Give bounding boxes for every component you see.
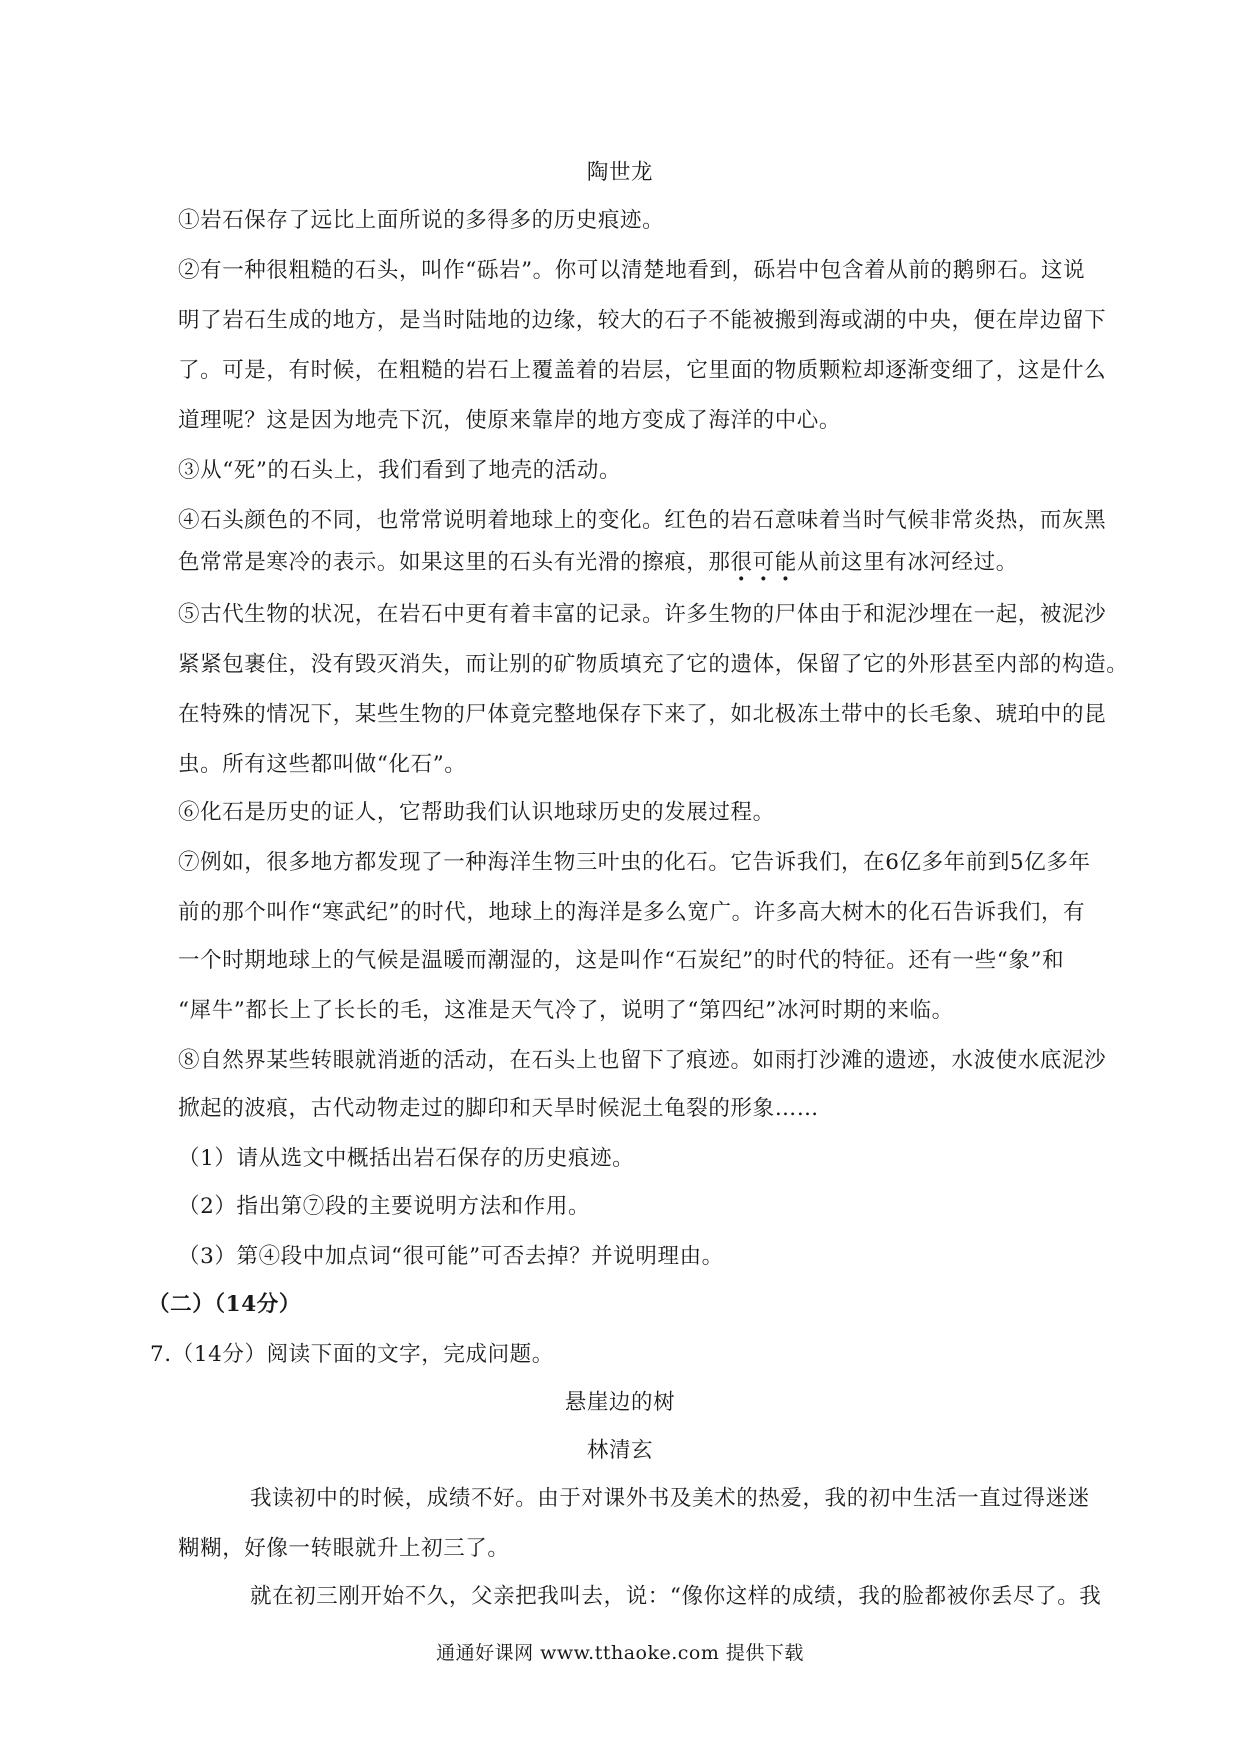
paragraph-5-line-4: 虫。所有这些都叫做“化石”。 [178, 752, 467, 777]
paragraph-4-line-2 [178, 548, 1098, 578]
author-name: 陶世龙 [586, 160, 654, 185]
paragraph-5-line-2: 紧紧包裹住，没有毁灭消失，而让别的矿物质填充了它的遗体，保留了它的外形甚至内部的构造。 [178, 652, 1129, 677]
paragraph-2-line-4: 道理呢？这是因为地壳下沉，使原来靠岸的地方变成了海洋的中心。 [178, 408, 842, 433]
question-1: （1）请从选文中概括出岩石保存的历史痕迹。 [178, 1146, 635, 1171]
paragraph-5-line-3: 在特殊的情况下，某些生物的尸体竟完整地保存下来了，如北极冻土带中的长毛象、琥珀中的昆 [178, 702, 1107, 727]
story-paragraph-1-line-2: 糊糊，好像一转眼就升上初三了。 [178, 1536, 510, 1561]
paragraph-4-line-1: ④石头颜色的不同，也常常说明着地球上的变化。红色的岩石意味着当时气候非常炎热，而灰黑 [178, 508, 1107, 533]
paragraph-7-line-2: 前的那个叫作“寒武纪”的时代，地球上的海洋是多么宽广。许多高大树木的化石告诉我们，有 [178, 900, 1086, 925]
story-author: 林清玄 [586, 1438, 654, 1463]
paragraph-2-line-2: 明了岩石生成的地方，是当时陆地的边缘，较大的石子不能被搬到海或湖的中央，便在岸边留下 [178, 308, 1107, 333]
paragraph-7-line-1: ⑦例如，很多地方都发现了一种海洋生物三叶虫的化石。它告诉我们，在6亿多年前到5亿多年 [178, 850, 1091, 875]
paragraph-7-line-4: “犀牛”都长上了长长的毛，这准是天气冷了，说明了“第四纪”冰河时期的来临。 [178, 998, 954, 1023]
question-2: （2）指出第⑦段的主要说明方法和作用。 [178, 1194, 591, 1219]
question-3: （3）第④段中加点词“很可能”可否去掉？并说明理由。 [178, 1244, 724, 1269]
paragraph-7-line-3: 一个时期地球上的气候是温暖而潮湿的，这是叫作“石炭纪”的时代的特征。还有一些“象”和 [178, 948, 1065, 973]
paragraph-4-text-before: 色常常是寒冷的表示。如果这里的石头有光滑的擦痕，那 [178, 550, 731, 575]
paragraph-6: ⑥化石是历史的证人，它帮助我们认识地球历史的发展过程。 [178, 800, 775, 825]
emphasis-dot-char-2: 可 [752, 550, 775, 575]
paragraph-8-line-1: ⑧自然界某些转眼就消逝的活动，在石头上也留下了痕迹。如雨打沙滩的遗迹，水波使水底泥沙 [178, 1048, 1107, 1073]
story-title: 悬崖边的树 [564, 1390, 676, 1415]
paragraph-2-line-3: 了。可是，有时候，在粗糙的岩石上覆盖着的岩层，它里面的物质颗粒却逐渐变细了，这是什么 [178, 358, 1107, 383]
paragraph-4-text-after: 从前这里有冰河经过。 [796, 550, 1018, 575]
paragraph-2-line-1: ②有一种很粗糙的石头，叫作“砾岩”。你可以清楚地看到，砾岩中包含着从前的鹅卵石。这说 [178, 258, 1086, 283]
paragraph-3: ③从“死”的石头上，我们看到了地壳的活动。 [178, 458, 622, 483]
story-paragraph-1-line-1: 我读初中的时候，成绩不好。由于对课外书及美术的热爱，我的初中生活一直过得迷迷 [250, 1486, 1090, 1511]
section-heading: （二）（14分） [148, 1292, 301, 1317]
paragraph-8-line-2: 掀起的波痕，古代动物走过的脚印和天旱时候泥土龟裂的形象…… [178, 1096, 819, 1121]
page-footer: 通通好课网 www.tthaoke.com 提供下载 [436, 1642, 804, 1664]
emphasis-dot-char-3: 能 [774, 550, 797, 575]
emphasis-dot-char-1: 很 [730, 550, 753, 575]
question-7-instruction: 7.（14分）阅读下面的文字，完成问题。 [150, 1342, 554, 1367]
story-paragraph-2-line-1: 就在初三刚开始不久，父亲把我叫去，说：“像你这样的成绩，我的脸都被你丢尽了。我 [250, 1584, 1102, 1609]
paragraph-1: ①岩石保存了远比上面所说的多得多的历史痕迹。 [178, 208, 665, 233]
paragraph-5-line-1: ⑤古代生物的状况，在岩石中更有着丰富的记录。许多生物的尸体由于和泥沙埋在一起，被泥沙 [178, 602, 1107, 627]
